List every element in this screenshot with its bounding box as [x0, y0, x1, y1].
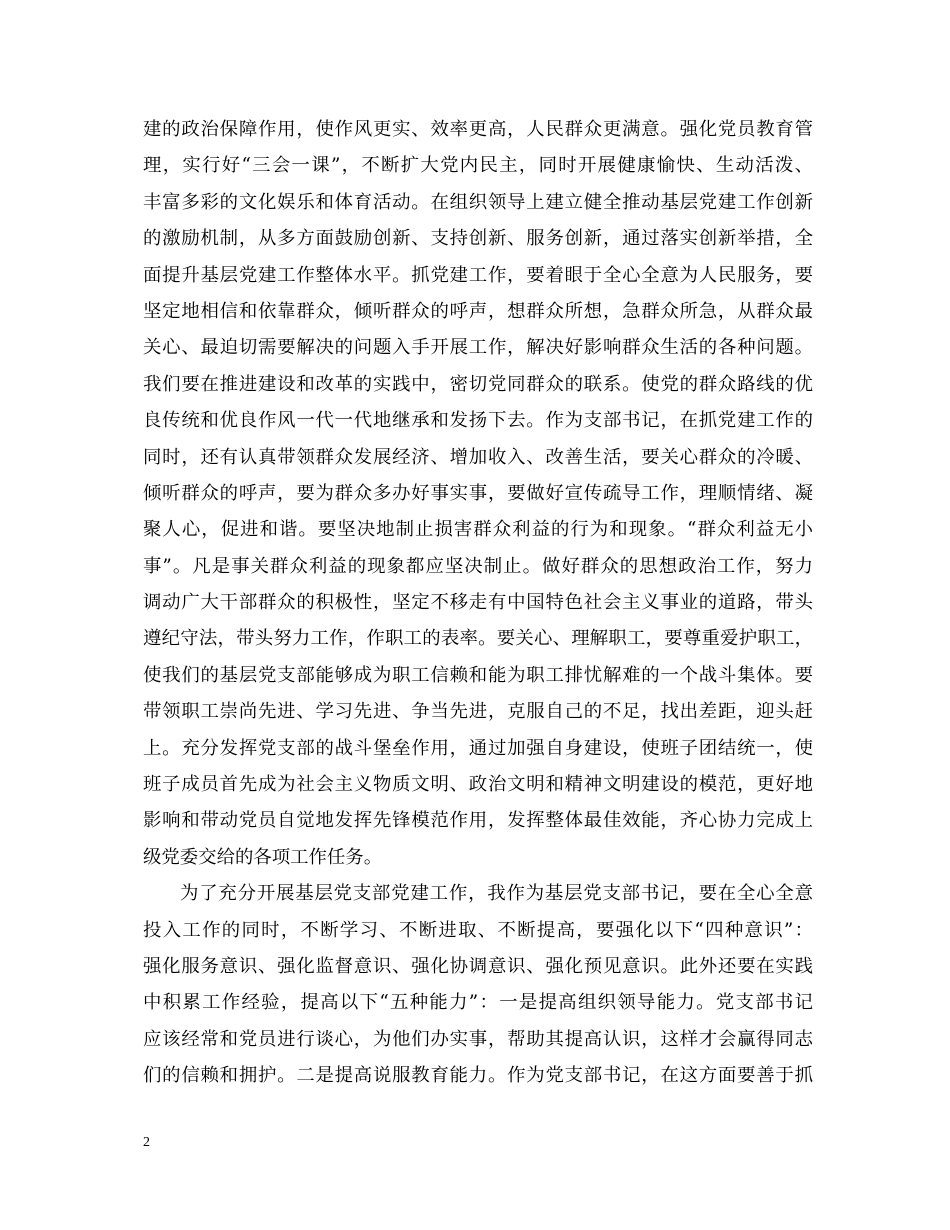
- paragraph-1: [143, 112, 813, 876]
- text-line: 我们要在推进建设和改革的实践中，密切党同群众的联系。使党的群众路线的优: [143, 373, 813, 395]
- text-line: 倾听群众的呼声，要为群众多办好事实事，要做好宣传疏导工作，理顺情绪、凝: [143, 482, 813, 504]
- text-line: 上。充分发挥党支部的战斗堡垒作用，通过加强自身建设，使班子团结统一，使: [143, 737, 813, 759]
- text-line: 投入工作的同时，不断学习、不断进取、不断提高，要强化以下“四种意识”：: [143, 919, 813, 941]
- text-line: 关心、最迫切需要解决的问题入手开展工作，解决好影响群众生活的各种问题。: [143, 337, 813, 359]
- text-line: 强化服务意识、强化监督意识、强化协调意识、强化预见意识。此外还要在实践: [143, 955, 813, 977]
- text-line: 应该经常和党员进行谈心，为他们办实事，帮助其提高认识，这样才会赢得同志: [143, 1028, 813, 1050]
- text-line: 坚定地相信和依靠群众，倾听群众的呼声，想群众所想，急群众所急，从群众最: [143, 300, 813, 322]
- text-line: 班子成员首先成为社会主义物质文明、政治文明和精神文明建设的模范，更好地: [143, 774, 813, 796]
- text-line: 同时，还有认真带领群众发展经济、增加收入、改善生活，要关心群众的冷暖、: [143, 446, 813, 468]
- text-line: 事”。凡是事关群众利益的现象都应坚决制止。做好群众的思想政治工作，努力: [143, 555, 813, 577]
- text-line: 面提升基层党建工作整体水平。抓党建工作，要着眼于全心全意为人民服务，要: [143, 264, 813, 286]
- text-line: 聚人心，促进和谐。要坚决地制止损害群众利益的行为和现象。“群众利益无小: [143, 519, 813, 541]
- text-line: 调动广大干部群众的积极性，坚定不移走有中国特色社会主义事业的道路，带头: [143, 592, 813, 614]
- text-line: 中积累工作经验，提高以下“五种能力”：一是提高组织领导能力。党支部书记: [143, 992, 813, 1014]
- paragraph-2: [143, 876, 813, 1094]
- text-line: 为了充分开展基层党支部党建工作，我作为基层党支部书记，要在全心全意: [180, 883, 813, 905]
- text-line: 级党委交给的各项工作任务。: [143, 846, 383, 868]
- text-line: 丰富多彩的文化娱乐和体育活动。在组织领导上建立健全推动基层党建工作创新: [143, 191, 813, 213]
- document-body: [143, 112, 813, 1095]
- text-line: 带领职工崇尚先进、学习先进、争当先进，克服自己的不足，找出差距，迎头赶: [143, 701, 813, 723]
- text-line: 遵纪守法，带头努力工作，作职工的表率。要关心、理解职工，要尊重爱护职工，: [143, 628, 813, 650]
- text-line: 的激励机制，从多方面鼓励创新、支持创新、服务创新，通过落实创新举措，全: [143, 228, 813, 250]
- text-line: 良传统和优良作风一代一代地继承和发扬下去。作为支部书记，在抓党建工作的: [143, 410, 813, 432]
- text-line: 影响和带动党员自觉地发挥先锋模范作用，发挥整体最佳效能，齐心协力完成上: [143, 810, 813, 832]
- text-line: 使我们的基层党支部能够成为职工信赖和能为职工排忧解难的一个战斗集体。要: [143, 664, 813, 686]
- page-number: 2: [143, 1135, 150, 1150]
- text-line: 建的政治保障作用，使作风更实、效率更高，人民群众更满意。强化党员教育管: [143, 119, 813, 140]
- text-line: 们的信赖和拥护。二是提高说服教育能力。作为党支部书记，在这方面要善于抓: [143, 1065, 813, 1087]
- text-line: 理，实行好“三会一课”，不断扩大党内民主，同时开展健康愉快、生动活泼、: [143, 155, 813, 177]
